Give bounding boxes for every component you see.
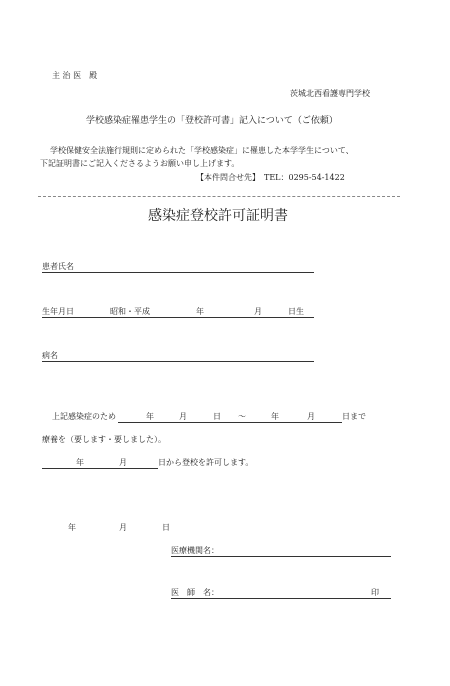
period-end-day: 日まで (342, 412, 366, 421)
period-end-year: 年 (271, 412, 279, 421)
cut-line (38, 196, 400, 197)
dob-year: 年 (196, 307, 204, 316)
period-start-day: 日 (213, 412, 221, 421)
dob-era[interactable]: 昭和・平成 (110, 307, 150, 316)
period-start-year: 年 (146, 412, 154, 421)
permit-date-field[interactable] (42, 468, 158, 469)
seal-mark: 印 (371, 588, 379, 597)
request-body-line-2: 下記証明書にご記入くださるようお願い申し上げます。 (40, 159, 240, 168)
permit-year: 年 (76, 458, 84, 467)
dob-month: 月 (254, 307, 262, 316)
issue-year: 年 (68, 523, 76, 532)
institution-field[interactable] (171, 556, 391, 557)
period-end-month: 月 (307, 412, 315, 421)
doctor-label: 医 師 名： (171, 588, 219, 597)
patient-name-field[interactable] (42, 272, 314, 273)
request-subject: 学校感染症罹患学生の「登校許可書」記入について（ご依頼） (86, 116, 338, 126)
request-body-line-1: 学校保健安全法施行規則に定められた「学校感染症」に罹患した本学学生について、 (50, 146, 354, 155)
institution-label: 医療機関名： (171, 546, 219, 555)
dob-label: 生年月日 (42, 307, 74, 316)
school-name: 茨城北西看護専門学校 (290, 89, 370, 98)
issue-day: 日 (162, 523, 170, 532)
period-tilde: ～ (238, 412, 246, 421)
period-field[interactable] (118, 422, 342, 423)
period-prefix: 上記感染症のため (52, 412, 116, 421)
permit-month: 月 (119, 458, 127, 467)
period-start-month: 月 (179, 412, 187, 421)
recuperation-text: 療養を（要します・要しました）。 (42, 435, 166, 444)
permit-text: 日から登校を許可します。 (158, 458, 254, 467)
issue-date-row (0, 522, 450, 534)
contact-info: 【本件問合せ先】 TEL：0295-54-1422 (196, 173, 345, 182)
certificate-title: 感染症登校許可証明書 (148, 208, 288, 224)
dob-day: 日生 (288, 307, 304, 316)
doctor-field[interactable] (171, 598, 391, 599)
recipient-line: 主 治 医 殿 (52, 71, 98, 80)
issue-month: 月 (119, 523, 127, 532)
disease-field[interactable] (42, 361, 314, 362)
disease-label: 病名 (42, 351, 58, 360)
patient-name-label: 患者氏名 (42, 262, 74, 271)
dob-field[interactable] (42, 317, 314, 318)
